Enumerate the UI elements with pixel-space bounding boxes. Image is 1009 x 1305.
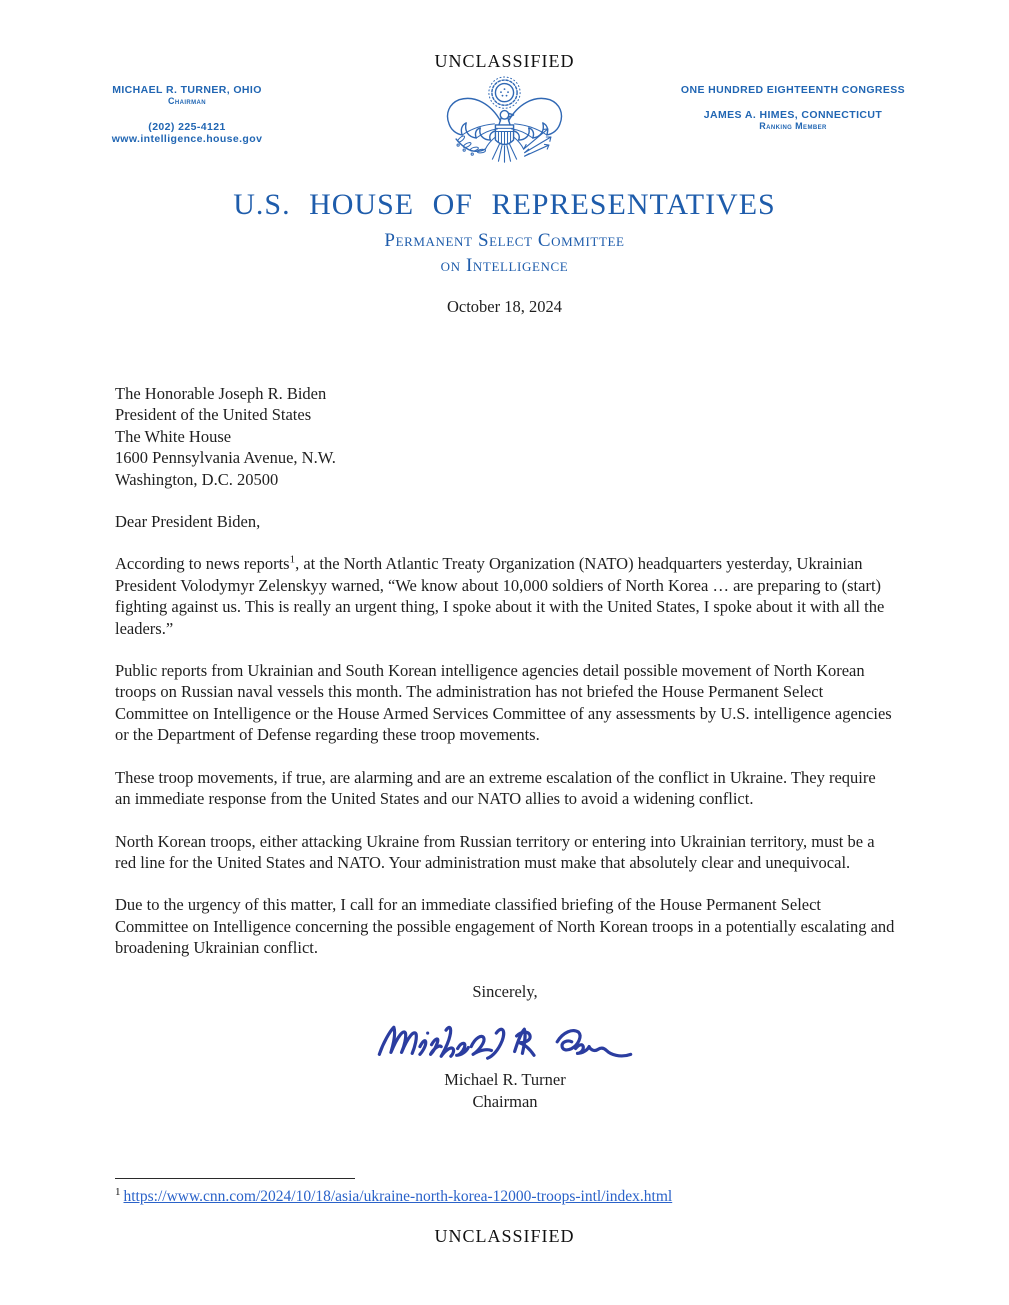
handwritten-signature-icon	[369, 1006, 641, 1064]
header-chairman-block	[60, 84, 314, 145]
recipient-line: The Honorable Joseph R. Biden	[115, 384, 327, 403]
page-subtitle-committee: Permanent Select Committee	[384, 230, 625, 251]
recipient-line: 1600 Pennsylvania Avenue, N.W.	[115, 448, 336, 468]
committee-phone: (202) 225-4121	[148, 121, 226, 133]
great-seal-icon	[441, 76, 568, 198]
signatory-role: Chairman	[472, 1091, 538, 1111]
footnote-marker: 1	[115, 1185, 121, 1198]
footnote-separator	[115, 1178, 355, 1179]
congress-label: ONE HUNDRED EIGHTEENTH CONGRESS	[680, 84, 906, 96]
salutation: Dear President Biden,	[115, 512, 261, 532]
chairman-name: MICHAEL R. TURNER, OHIO	[112, 84, 262, 96]
paragraph-5: Due to the urgency of this matter, I call for an immediate classified briefing of the House Permanent Select Committee on Intelligence concerning the possible engagement of North Korean troops in a potentially escalating and broadening Ukrainian conflict.	[115, 895, 895, 958]
recipient-line: Washington, D.C. 20500	[115, 469, 279, 489]
letter-body	[115, 383, 895, 1112]
classification-banner-bottom: UNCLASSIFIED	[434, 1226, 575, 1246]
paragraph-1	[115, 553, 895, 639]
ranking-member-role: Ranking Member	[759, 121, 827, 131]
header-ranking-member-block	[655, 84, 931, 132]
recipient-line: The White House	[115, 426, 232, 446]
chairman-role: Chairman	[167, 96, 207, 106]
footnote-area	[115, 1178, 835, 1206]
footnote-line	[115, 1185, 835, 1206]
committee-website: www.intelligence.house.gov	[111, 133, 263, 145]
signature-block	[115, 1006, 895, 1112]
paragraph-3: These troop movements, if true, are alarming and are an extreme escalation of the conflict in Ukraine. They require an immediate response from the United States and our NATO allies to avoid a widening conflict.	[115, 767, 876, 809]
signatory-name: Michael R. Turner	[444, 1070, 566, 1090]
recipient-address-block	[115, 383, 895, 490]
page-subtitle-intelligence: on Intelligence	[440, 255, 569, 276]
paragraph-2: Public reports from Ukrainian and South Korean intelligence agencies detail possible movement of North Korean troops on Russian naval vessels this month. The administration has not briefed the House Permanent Select Committee on Intelligence or the House Armed Services Committee of any assessments by U.S. intelligence agencies or the Department of Defense regarding these troop movements.	[115, 661, 892, 745]
classification-banner-top: UNCLASSIFIED	[434, 51, 575, 71]
paragraph-1-text: , at the North Atlantic Treaty Organization (NATO) headquarters yesterday, Ukrainian President Volodymyr Zelenskyy warned, “We know about 10,000 soldiers of North Korea … are preparing to (start) fighting against us. This is really an urgent thing, I spoke about it with the United States, I spoke about it with all the leaders.”	[115, 554, 885, 638]
paragraph-1-text: According to news reports	[115, 554, 290, 574]
recipient-line: President of the United States	[115, 405, 312, 425]
paragraph-4: North Korean troops, either attacking Ukraine from Russian territory or entering into Ukrainian territory, must be a red line for the United States and NATO. Your administration must make that absolutely clear and unequivocal.	[115, 831, 875, 872]
closing: Sincerely,	[472, 981, 538, 1001]
page-title: U.S. HOUSE OF REPRESENTATIVES	[233, 188, 776, 221]
footnote-reference: 1	[289, 553, 296, 566]
ranking-member-name: JAMES A. HIMES, CONNECTICUT	[703, 109, 883, 121]
footnote-link[interactable]: https://www.cnn.com/2024/10/18/asia/ukraine-north-korea-12000-troops-intl/index.html	[123, 1188, 673, 1205]
letter-date: October 18, 2024	[446, 297, 563, 316]
